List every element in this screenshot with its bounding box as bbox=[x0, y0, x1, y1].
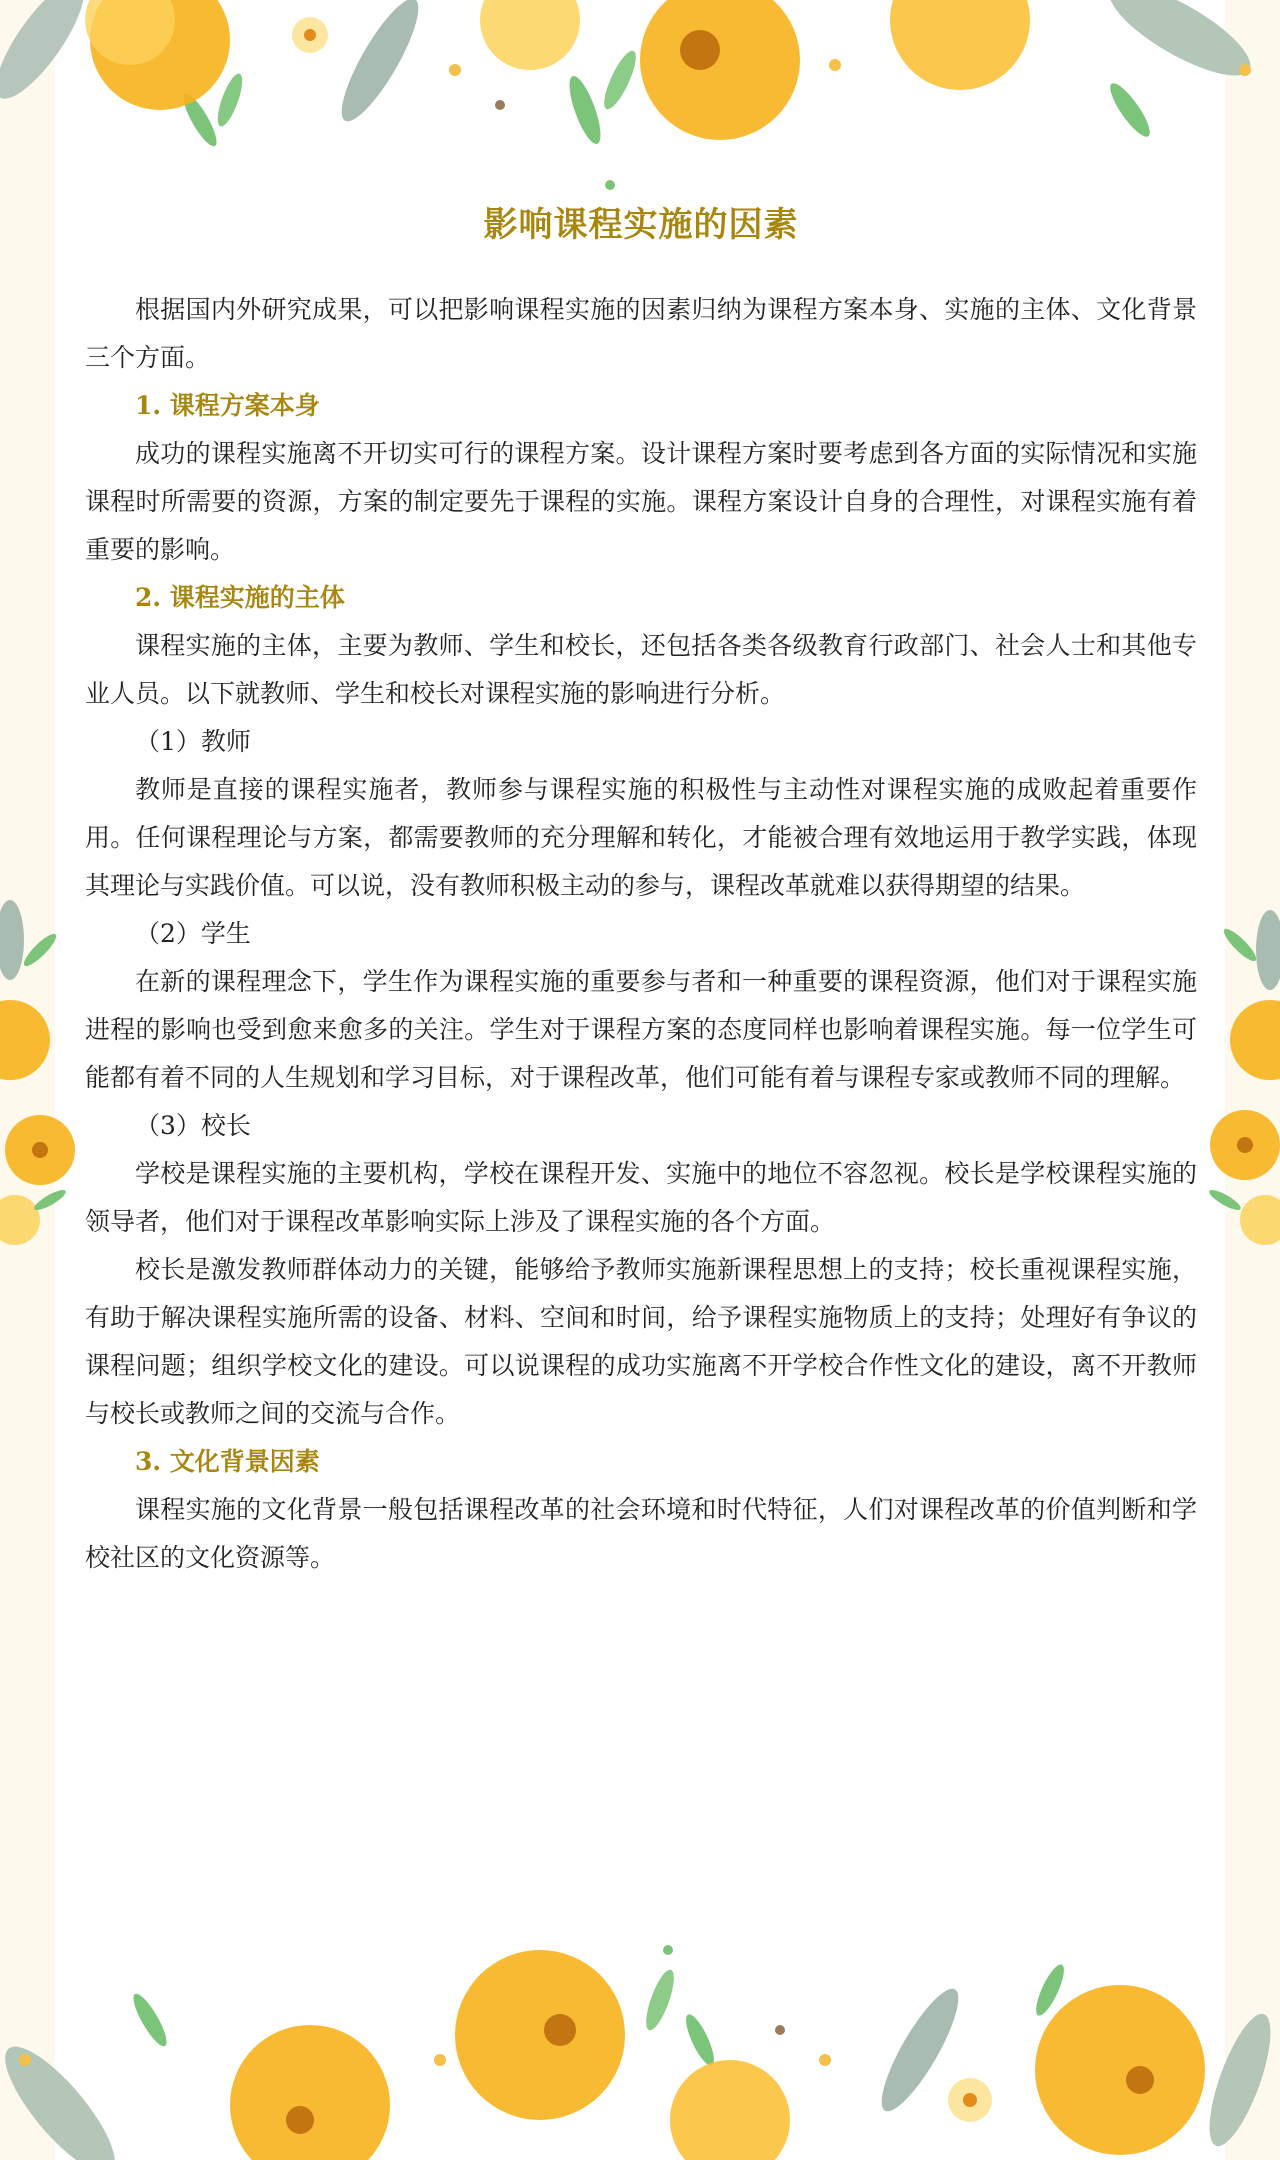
section-2-heading: 2. 课程实施的主体 bbox=[135, 583, 345, 612]
student-subheading: （2）学生 bbox=[135, 919, 251, 948]
section-2-paragraph: 课程实施的主体，主要为教师、学生和校长，还包括各类各级教育行政部门、社会人士和其他专业人员。以下就教师、学生和校长对课程实施的影响进行分析。 bbox=[85, 631, 1197, 708]
section-1-heading: 1. 课程方案本身 bbox=[135, 391, 320, 420]
teacher-paragraph: 教师是直接的课程实施者，教师参与课程实施的积极性与主动性对课程实施的成败起着重要作用。任何课程理论与方案，都需要教师的充分理解和转化，才能被合理有效地运用于教学实践，体现其理论与实践价值。可以说，没有教师积极主动的参与，课程改革就难以获得期望的结果。 bbox=[85, 775, 1197, 900]
teacher-subheading: （1）教师 bbox=[135, 727, 251, 756]
principal-paragraph-2: 校长是激发教师群体动力的关键，能够给予教师实施新课程思想上的支持；校长重视课程实施，有助于解决课程实施所需的设备、材料、空间和时间，给予课程实施物质上的支持；处理好有争议的课程问题；组织学校文化的建设。可以说课程的成功实施离不开学校合作性文化的建设，离不开教师与校长或教师之间的交流与合作。 bbox=[85, 1255, 1197, 1428]
section-3-paragraph: 课程实施的文化背景一般包括课程改革的社会环境和时代特征，人们对课程改革的价值判断和学校社区的文化资源等。 bbox=[85, 1495, 1197, 1572]
page-title: 影响课程实施的因素 bbox=[483, 205, 799, 245]
right-floral-decoration bbox=[1200, 890, 1280, 1270]
section-3-heading: 3. 文化背景因素 bbox=[135, 1447, 320, 1476]
principal-subheading: （3）校长 bbox=[135, 1111, 251, 1140]
left-floral-decoration bbox=[0, 890, 80, 1270]
principal-paragraph-1: 学校是课程实施的主要机构，学校在课程开发、实施中的地位不容忽视。校长是学校课程实施的领导者，他们对于课程改革影响实际上涉及了课程实施的各个方面。 bbox=[85, 1159, 1197, 1236]
student-paragraph: 在新的课程理念下，学生作为课程实施的重要参与者和一种重要的课程资源，他们对于课程实施进程的影响也受到愈来愈多的关注。学生对于课程方案的态度同样也影响着课程实施。每一位学生可能都有着不同的人生规划和学习目标，对于课程改革，他们可能有着与课程专家或教师不同的理解。 bbox=[85, 967, 1197, 1092]
intro-paragraph: 根据国内外研究成果，可以把影响课程实施的因素归纳为课程方案本身、实施的主体、文化背景三个方面。 bbox=[85, 295, 1197, 372]
article-content bbox=[85, 200, 1197, 1582]
section-1-paragraph: 成功的课程实施离不开切实可行的课程方案。设计课程方案时要考虑到各方面的实际情况和实施课程时所需要的资源，方案的制定要先于课程的实施。课程方案设计自身的合理性，对课程实施有着重要的影响。 bbox=[85, 439, 1197, 564]
